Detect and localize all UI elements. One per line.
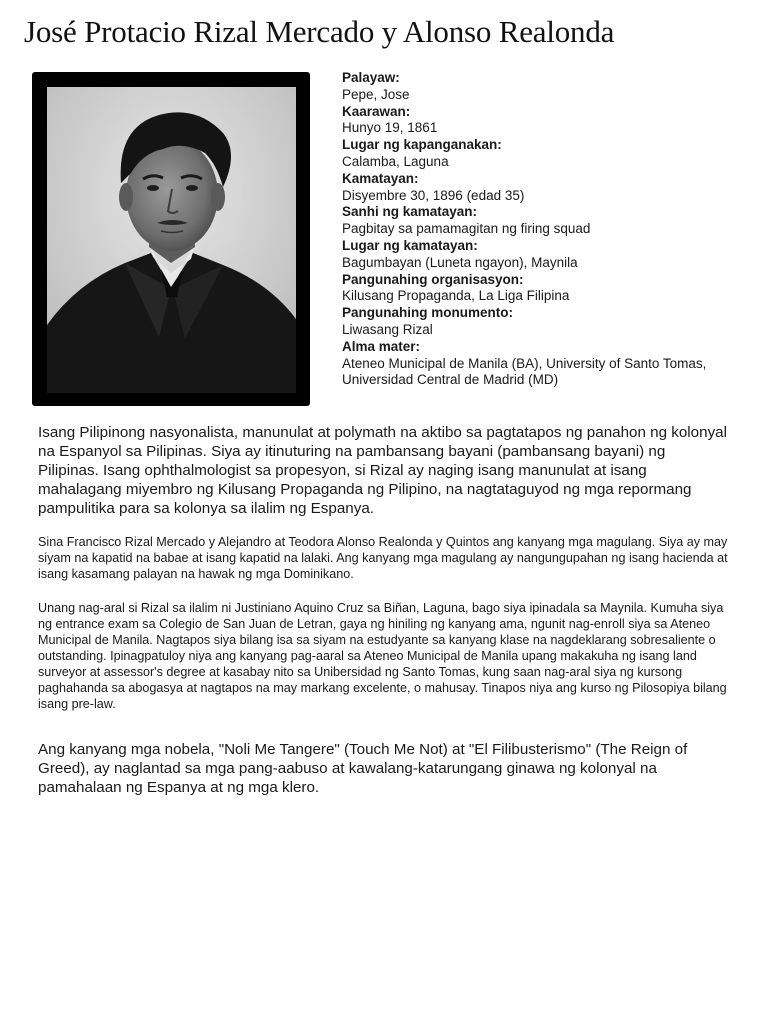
infobox-value-kaarawan: Hunyo 19, 1861 [342,120,438,136]
intro-paragraph: Isang Pilipinong nasyonalista, manunulat at polymath na aktibo sa pagtatapos ng panahon ng kolonyal na Espanyol sa Pilipinas. Siya ay itinuturing na pambansang bayani (pambansang bayani) ng Pilipinas. Isang ophthalmologist sa propesyon, si Rizal ay naging isang manunulat at isang mahalagang miyembro ng Kilusang Propaganda ng Pilipino, na nagtataguyod ng mga repormang pampulitika para sa kolonya sa ilalim ng Espanya. [38,424,727,517]
infobox-label-lugar-ng-kamatayan: Lugar ng kamatayan: [342,237,478,253]
infobox-label-sanhi-ng-kamatayan: Sanhi ng kamatayan: [342,204,478,220]
portrait-illustration [47,87,296,393]
family-paragraph: Sina Francisco Rizal Mercado y Alejandro at Teodora Alonso Realonda y Quintos ang kanyang mga magulang. Siya ay may siyam na kapatid na babae at isang kapatid na lalaki. Ang kanyang mga magulang ay nangungupahan ng isang hacienda at isang kasamang palayan na hawak ng mga Dominikano. [38,535,728,581]
infobox [342,70,732,389]
portrait-photo [47,87,296,393]
infobox-value-palayaw: Pepe, Jose [342,86,410,102]
infobox-value-lugar-ng-kamatayan: Bagumbayan (Luneta ngayon), Maynila [342,254,578,270]
infobox-label-alma-mater: Alma mater: [342,338,421,354]
infobox-value-kamatayan: Disyembre 30, 1896 (edad 35) [342,187,525,203]
infobox-value-alma-mater: Ateneo Municipal de Manila (BA), University of Santo Tomas, Universidad Central de Madrid (MD) [342,355,707,388]
infobox-value-pangunahing-monumento: Liwasang Rizal [342,321,433,337]
infobox-label-pangunahing-organisasyon: Pangunahing organisasyon: [342,271,524,287]
education-paragraph: Unang nag-aral si Rizal sa ilalim ni Justiniano Aquino Cruz sa Biñan, Laguna, bago siya ipinadala sa Maynila. Kumuha siya ng entrance exam sa Colegio de San Juan de Letran, gaya ng hiniling ng kanyang ama, ngunit nag-enroll siya sa Ateneo Municipal de Manila. Nagtapos siya bilang isa sa siyam na estudyante sa kanyang klase na nagdeklarang sobresaliente o outstanding. Ipinagpatuloy niya ang kanyang pag-aaral sa Ateneo Municipal de Manila upang makakuha ng isang land surveyor at assessor's degree at kasabay nito sa Unibersidad ng Santo Tomas, kung saan nag-aral siya ng kursong paghahanda sa abogasya at nagtapos na may markang excelente, o mahusay. Tinapos niya ang kurso ng Pilosopiya bilang isang pre-law. [38,601,727,711]
infobox-label-pangunahing-monumento: Pangunahing monumento: [342,305,513,321]
infobox-label-kamatayan: Kamatayan: [342,170,419,186]
infobox-label-palayaw: Palayaw: [342,70,400,85]
infobox-value-lugar-ng-kapanganakan: Calamba, Laguna [342,153,449,169]
infobox-label-lugar-ng-kapanganakan: Lugar ng kapanganakan: [342,137,502,153]
infobox-value-pangunahing-organisasyon: Kilusang Propaganda, La Liga Filipina [342,288,570,304]
infobox-value-sanhi-ng-kamatayan: Pagbitay sa pamamagitan ng firing squad [342,221,591,237]
novels-paragraph: Ang kanyang mga nobela, "Noli Me Tangere" (Touch Me Not) at "El Filibusterismo" (The Reign of Greed), ay naglantad sa mga pang-aabuso at kawalang-katarungang ginawa ng kolonyal na pamahalaan ng Espanya at ng mga klero. [38,741,688,796]
infobox-label-kaarawan: Kaarawan: [342,103,411,119]
page-title: José Protacio Rizal Mercado y Alonso Realonda [24,14,615,49]
portrait-frame [32,72,310,406]
